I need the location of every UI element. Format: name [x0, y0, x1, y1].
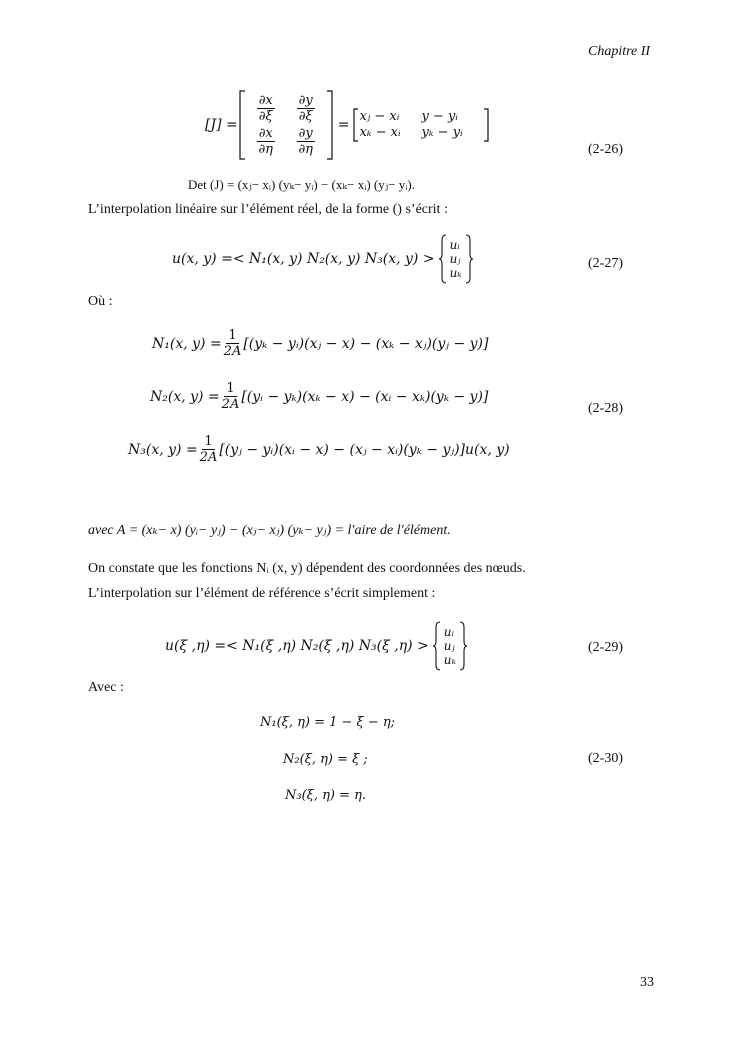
eq-number-2-26: (2-26): [588, 142, 623, 157]
determinant-line: Det (J) = (xⱼ− xᵢ) (yₖ− yᵢ) − (xₖ− xᵢ) (yⱼ− yᵢ).: [188, 177, 415, 192]
text-interp-ref: L’interpolation sur l’élément de référence s’écrit simplement :: [88, 586, 436, 601]
r22: yₖ − yᵢ: [421, 125, 463, 140]
eq29-v2: uⱼ: [443, 639, 455, 653]
eq27-v2: uⱼ: [449, 252, 461, 266]
eq27-v3: uₖ: [449, 266, 462, 280]
eq27-lhs: u(x, y) =< N₁(x, y) N₂(x, y) N₃(x, y) >: [172, 251, 435, 267]
r21: xₖ − xᵢ: [359, 125, 401, 140]
eq30-line2: N₂(ξ, η) = ξ ;: [283, 752, 368, 767]
eq29-vector: [441, 625, 459, 667]
eq27-vector: [447, 238, 465, 280]
right-brace-icon: [465, 234, 473, 284]
m11: ∂x: [258, 93, 273, 108]
jacobian-matrix: [246, 93, 326, 157]
eq29-lhs: u(ξ ,η) =< N₁(ξ ,η) N₂(ξ ,η) N₃(ξ ,η) >: [165, 638, 429, 654]
text-ou: Où :: [88, 294, 113, 309]
page-number: 33: [640, 975, 654, 990]
equation-n2: [150, 381, 488, 412]
m21: ∂x: [258, 126, 273, 141]
right-bracket-icon: [326, 90, 334, 160]
n2-frac-den: 2A: [221, 397, 240, 412]
left-bracket-icon: [238, 90, 246, 160]
n2-frac-num: 1: [226, 381, 235, 396]
equation-n3: [128, 434, 510, 465]
m12: ∂y: [298, 93, 313, 108]
m21-den: ∂η: [258, 142, 273, 157]
left-brace-icon: [433, 621, 441, 671]
equation-n1: [152, 328, 488, 359]
jacobian-lhs: [J] =: [205, 117, 238, 133]
r11: xⱼ − xᵢ: [359, 109, 400, 124]
n3-lhs: N₃(x, y) =: [128, 441, 198, 458]
equation-2-27: [172, 233, 473, 285]
n1-lhs: N₁(x, y) =: [152, 335, 222, 352]
eq30-line3: N₃(ξ, η) = η.: [285, 788, 367, 803]
eq-number-2-28: (2-28): [588, 401, 623, 416]
n3-frac-num: 1: [204, 434, 213, 449]
equation-2-29: [165, 620, 467, 672]
jacobian-equation: [J] = ∂x ∂ξ ∂y ∂ξ ∂x ∂η ∂y ∂η = xⱼ − xᵢ y − yᵢ xₖ − xᵢ yₖ − yᵢ: [205, 90, 489, 160]
n2-rhs: [(yᵢ − yₖ)(xₖ − x) − (xᵢ − xₖ)(yₖ − y)]: [241, 388, 489, 405]
text-avec-A: avec A = (xₖ− x) (yᵢ− yⱼ) − (xⱼ− xⱼ) (yₖ− yⱼ) = l′aire de l′élément.: [88, 523, 451, 538]
eq29-v1: uᵢ: [443, 625, 454, 639]
chapter-header: Chapitre II: [588, 44, 651, 59]
text-interp-real: L’interpolation linéaire sur l’élément réel, de la forme () s’écrit :: [88, 202, 448, 217]
n3-rhs: [(yⱼ − yᵢ)(xᵢ − x) − (xⱼ − xᵢ)(yₖ − yⱼ)]u(x, y): [219, 441, 510, 458]
m22-den: ∂η: [298, 142, 313, 157]
eq-number-2-30: (2-30): [588, 751, 623, 766]
right-brace-icon: [459, 621, 467, 671]
m11-den: ∂ξ: [258, 109, 273, 124]
text-constate: On constate que les fonctions Nᵢ (x, y) dépendent des coordonnées des nœuds.: [88, 561, 526, 576]
n1-frac-num: 1: [228, 328, 237, 343]
m22: ∂y: [298, 126, 313, 141]
m12-den: ∂ξ: [298, 109, 313, 124]
eq-number-2-29: (2-29): [588, 640, 623, 655]
eq-number-2-27: (2-27): [588, 256, 623, 271]
eq30-line1: N₁(ξ, η) = 1 − ξ − η;: [260, 715, 396, 730]
left-brace-icon: [439, 234, 447, 284]
text-avec: Avec :: [88, 680, 124, 695]
right-bracket-icon: [483, 108, 489, 142]
jacobian-result-matrix: [359, 109, 483, 141]
eq27-v1: uᵢ: [449, 238, 460, 252]
n3-frac-den: 2A: [199, 450, 218, 465]
n2-lhs: N₂(x, y) =: [150, 388, 220, 405]
eq29-v3: uₖ: [443, 653, 456, 667]
n1-frac-den: 2A: [223, 344, 242, 359]
r12: y − yᵢ: [421, 109, 458, 124]
n1-rhs: [(yₖ − yᵢ)(xⱼ − x) − (xₖ − xⱼ)(yⱼ − y)]: [243, 335, 489, 352]
